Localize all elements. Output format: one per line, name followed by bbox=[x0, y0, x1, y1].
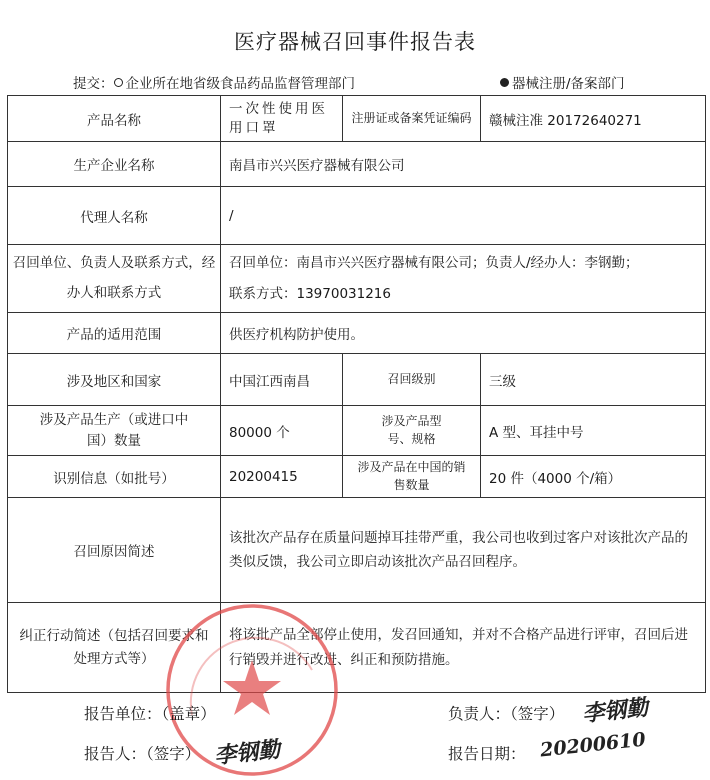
manufacturer-label: 生产企业名称 bbox=[8, 142, 221, 187]
report-table bbox=[7, 95, 706, 693]
reporter-signature: 李钢勤 bbox=[212, 736, 282, 770]
report-date-label: 报告日期： bbox=[448, 745, 526, 763]
scope-value: 供医疗机构防护使用。 bbox=[221, 313, 706, 354]
recall-unit-label: 召回单位、负责人及联系方式，经办人和联系方式 bbox=[8, 245, 221, 313]
reporter-label: 报告人：（签字） bbox=[84, 745, 201, 763]
row-manufacturer bbox=[8, 142, 706, 187]
row-recall-unit bbox=[8, 245, 706, 313]
radio-registration[interactable] bbox=[500, 78, 509, 87]
batch-value: 20200415 bbox=[221, 456, 343, 498]
sales-value: 20 件（4000 个/箱） bbox=[481, 456, 706, 498]
product-name-value: 一次性使用医用口罩 bbox=[221, 96, 343, 142]
row-agent bbox=[8, 187, 706, 245]
row-product-name bbox=[8, 96, 706, 142]
quantity-value: 80000 个 bbox=[221, 406, 343, 456]
submit-label: 提交： bbox=[73, 76, 114, 92]
report-date-value: 20200610 bbox=[539, 728, 647, 762]
row-reason bbox=[8, 498, 706, 603]
correction-label: 纠正行动简述（包括召回要求和处理方式等） bbox=[8, 603, 221, 693]
agent-value: / bbox=[221, 187, 706, 245]
reg-code-label: 注册证或备案凭证编码 bbox=[343, 96, 481, 142]
reason-value: 该批次产品存在质量问题掉耳挂带严重，我公司也收到过客户对该批次产品的类似反馈，我公司立即启动该批次产品召回程序。 bbox=[221, 498, 706, 603]
recall-unit-value bbox=[221, 245, 706, 313]
submit-option-right: 器械注册/备案部门 bbox=[512, 76, 625, 92]
row-quantity bbox=[8, 406, 706, 456]
responsible-label: 负责人：（签字） bbox=[448, 705, 565, 723]
reg-code-value: 赣械注准 20172640271 bbox=[481, 96, 706, 142]
row-region bbox=[8, 354, 706, 406]
model-label: 涉及产品型号、规格 bbox=[343, 406, 481, 456]
recall-level-value: 三级 bbox=[481, 354, 706, 406]
form-title: 医疗器械召回事件报告表 bbox=[234, 30, 476, 54]
row-batch bbox=[8, 456, 706, 498]
model-value: A 型、耳挂中号 bbox=[481, 406, 706, 456]
submit-option-left: 企业所在地省级食品药品监督管理部门 bbox=[125, 76, 355, 92]
sales-label: 涉及产品在中国的销售数量 bbox=[343, 456, 481, 498]
correction-value: 将该批产品全部停止使用，发召回通知，并对不合格产品进行评审，召回后进行销毁并进行改进、纠正和预防措施。 bbox=[221, 603, 706, 693]
recall-unit-line1: 召回单位：南昌市兴兴医疗器械有限公司；负责人/经办人：李钢勤； bbox=[229, 255, 639, 272]
region-label: 涉及地区和国家 bbox=[8, 354, 221, 406]
row-scope bbox=[8, 313, 706, 354]
region-value: 中国江西南昌 bbox=[221, 354, 343, 406]
responsible-signature: 李钢勤 bbox=[580, 694, 650, 728]
submit-option-right-wrap bbox=[500, 72, 625, 92]
radio-provincial[interactable] bbox=[114, 78, 123, 87]
batch-label: 识别信息（如批号） bbox=[8, 456, 221, 498]
reason-label: 召回原因简述 bbox=[8, 498, 221, 603]
manufacturer-value: 南昌市兴兴医疗器械有限公司 bbox=[221, 142, 706, 187]
report-unit-label: 报告单位：（盖章） bbox=[84, 705, 216, 723]
quantity-label: 涉及产品生产（或进口中国）数量 bbox=[8, 406, 221, 456]
recall-level-label: 召回级别 bbox=[343, 354, 481, 406]
recall-unit-line2: 联系方式：13970031216 bbox=[229, 285, 391, 302]
scope-label: 产品的适用范围 bbox=[8, 313, 221, 354]
product-name-label: 产品名称 bbox=[8, 96, 221, 142]
submit-row bbox=[73, 72, 355, 92]
row-correction bbox=[8, 603, 706, 693]
agent-label: 代理人名称 bbox=[8, 187, 221, 245]
